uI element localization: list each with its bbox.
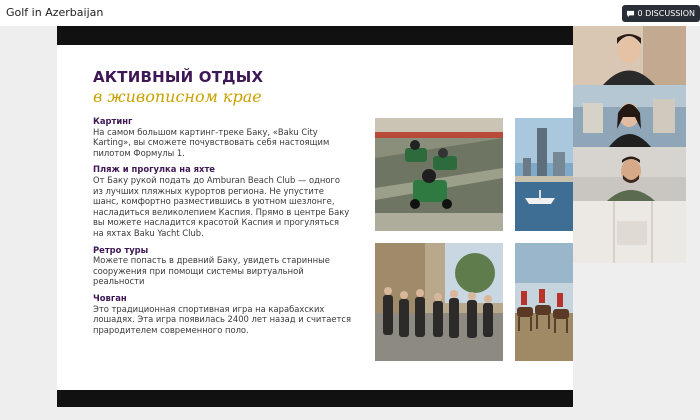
section-body-karting: На самом большом картинг-треке Баку, «Baku City Karting», вы сможете почувствовать себя настоящим пилотом Формулы 1. [93, 126, 330, 158]
karting-photo [375, 118, 503, 231]
video-participants [573, 26, 700, 420]
slide-subheading: в живописном крае [93, 87, 262, 106]
slide-text [93, 116, 351, 335]
discussion-count-label: 0 DISCUSSION [637, 9, 695, 18]
presentation-stage [0, 26, 700, 420]
section-title-retro: Ретро туры [93, 244, 149, 255]
section-body-beach: От Баку рукой подать до Amburan Beach Club — одного из лучших пляжных курортов региона. Не упустите шанс, комфортно разместившись в уютном шезлонге, насладиться великолепием Каспия. Прямо в центре Баку вы можете насладится красотой Каспия и прогуляться на яхтах Baku Yacht Club. [93, 174, 350, 238]
chovgan-photo [515, 243, 573, 361]
app-title: Golf in Azerbaijan [6, 6, 104, 19]
video-tile-participant-3[interactable] [573, 147, 686, 201]
section-title-karting: Картинг [93, 116, 133, 126]
discussion-button[interactable] [622, 5, 700, 22]
slide-top-bar [57, 26, 573, 45]
harbour-photo [515, 118, 573, 231]
video-tile-participant-4[interactable] [573, 201, 686, 263]
top-bar [0, 0, 700, 27]
slide-bottom-bar [57, 390, 573, 407]
slide-heading: АКТИВНЫЙ ОТДЫХ [93, 68, 264, 86]
chat-bubble-icon [626, 10, 635, 18]
video-tile-participant-1[interactable] [573, 26, 686, 85]
section-title-beach: Пляж и прогулка на яхте [93, 164, 215, 175]
section-title-chovgan: Човган [93, 292, 127, 303]
video-tile-participant-2[interactable] [573, 85, 686, 147]
retro-tour-photo [375, 243, 503, 361]
section-body-chovgan: Это традиционная спортивная игра на карабахских лошадях. Эта игра появилась 2400 лет назад и считается прародителем современного поло. [93, 303, 352, 335]
section-body-retro: Можете попасть в древний Баку, увидеть старинные сооружения при помощи системы виртуальной реальности [93, 255, 330, 287]
slide [57, 26, 573, 407]
